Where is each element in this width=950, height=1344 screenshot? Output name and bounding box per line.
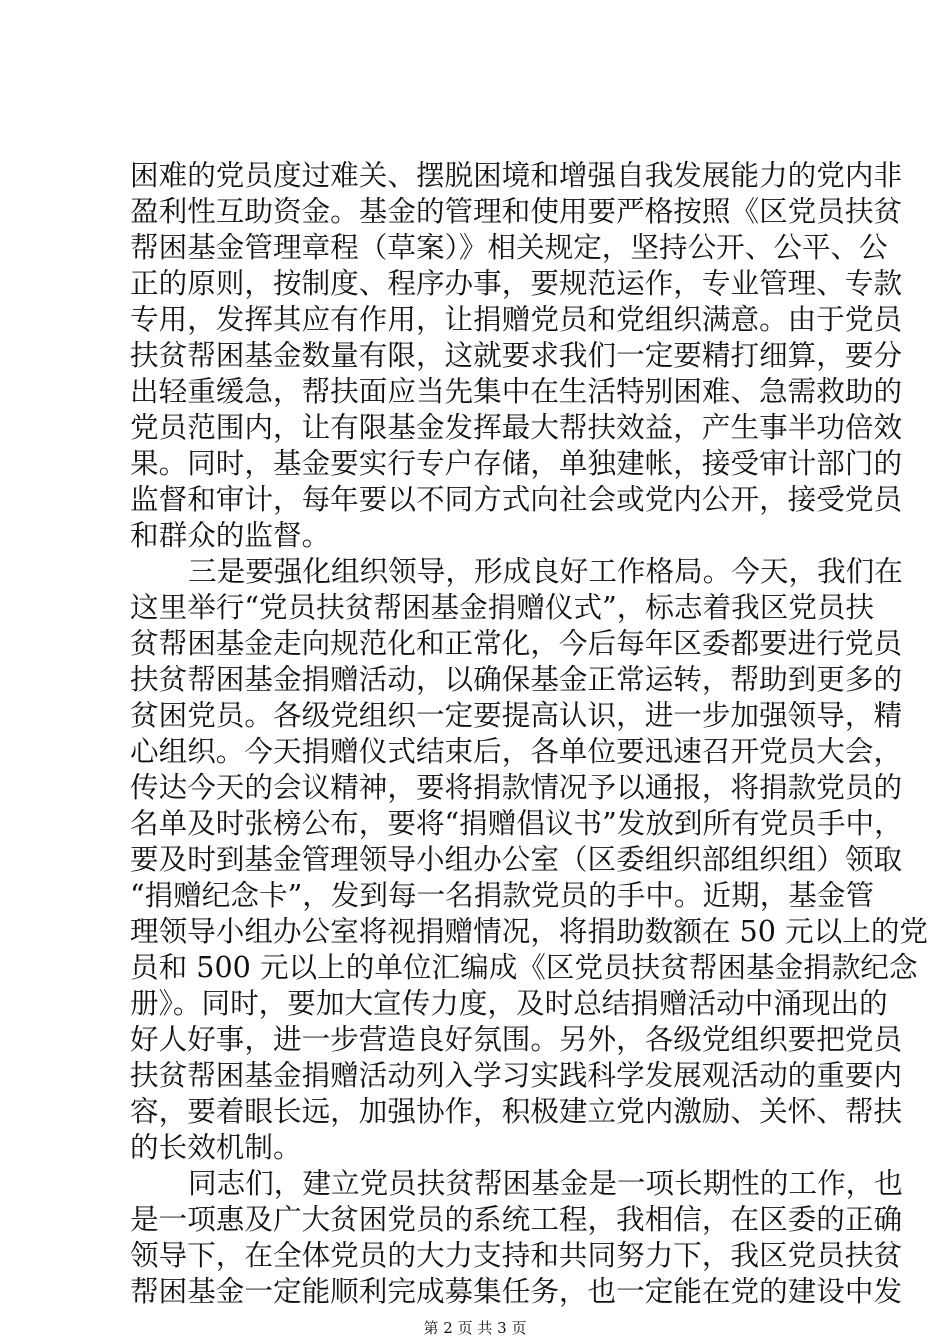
text-line: 党员范围内，让有限基金发挥最大帮扶效益，产生事半功倍效: [130, 410, 903, 444]
text-line: 正的原则，按制度、程序办事，要规范运作，专业管理、专款: [130, 266, 903, 300]
text-line: 和群众的监督。: [130, 518, 331, 552]
text-line: 监督和审计，每年要以不同方式向社会或党内公开，接受党员: [130, 482, 903, 516]
text-line: 传达今天的会议精神，要将捐款情况予以通报，将捐款党员的: [130, 770, 903, 804]
text-line: 专用，发挥其应有作用，让捐赠党员和党组织满意。由于党员: [130, 302, 903, 336]
text-line: 员和 500 元以上的单位汇编成《区党员扶贫帮困基金捐款纪念: [130, 950, 918, 984]
text-line: 贫困党员。各级党组织一定要提高认识，进一步加强领导，精: [130, 698, 903, 732]
text-line: 容，要着眼长远，加强协作，积极建立党内激励、关怀、帮扶: [130, 1094, 903, 1128]
text-line: 帮困基金一定能顺利完成募集任务，也一定能在党的建设中发: [130, 1274, 903, 1308]
text-line: 心组织。今天捐赠仪式结束后，各单位要迅速召开党员大会，: [130, 734, 903, 768]
text-line: 要及时到基金管理领导小组办公室（区委组织部组织组）领取: [130, 842, 903, 876]
text-line: 的长效机制。: [130, 1130, 302, 1164]
text-line: 出轻重缓急，帮扶面应当先集中在生活特别困难、急需救助的: [130, 374, 903, 408]
text-line: 这里举行“党员扶贫帮困基金捐赠仪式”，标志着我区党员扶: [130, 590, 875, 624]
text-line: 果。同时，基金要实行专户存储，单独建帐，接受审计部门的: [130, 446, 903, 480]
page-number-footer: 第 2 页 共 3 页: [423, 1319, 527, 1337]
text-line: “捐赠纪念卡”，发到每一名捐款党员的手中。近期，基金管: [130, 878, 875, 912]
text-line: 是一项惠及广大贫困党员的系统工程，我相信，在区委的正确: [130, 1202, 903, 1236]
text-line: 扶贫帮困基金数量有限，这就要求我们一定要精打细算，要分: [130, 338, 903, 372]
text-line: 理领导小组办公室将视捐赠情况，将捐助数额在 50 元以上的党: [130, 914, 929, 948]
text-line: 扶贫帮困基金捐赠活动列入学习实践科学发展观活动的重要内: [130, 1058, 903, 1092]
paragraph-start-line: 三是要强化组织领导，形成良好工作格局。今天，我们在: [188, 554, 903, 588]
paragraph-start-line: 同志们，建立党员扶贫帮困基金是一项长期性的工作，也: [188, 1166, 903, 1200]
text-line: 贫帮困基金走向规范化和正常化，今后每年区委都要进行党员: [130, 626, 903, 660]
text-line: 困难的党员度过难关、摆脱困境和增强自我发展能力的党内非: [130, 158, 903, 192]
text-line: 领导下，在全体党员的大力支持和共同努力下，我区党员扶贫: [130, 1238, 903, 1272]
text-line: 名单及时张榜公布，要将“捐赠倡议书”发放到所有党员手中，: [130, 806, 903, 840]
text-line: 帮困基金管理章程（草案）》相关规定，坚持公开、公平、公: [130, 230, 888, 264]
text-line: 册》。同时，要加大宣传力度，及时总结捐赠活动中涌现出的: [130, 986, 888, 1020]
text-line: 盈利性互助资金。基金的管理和使用要严格按照《区党员扶贫: [130, 194, 903, 228]
text-line: 好人好事，进一步营造良好氛围。另外，各级党组织要把党员: [130, 1022, 903, 1056]
text-line: 扶贫帮困基金捐赠活动，以确保基金正常运转，帮助到更多的: [130, 662, 903, 696]
